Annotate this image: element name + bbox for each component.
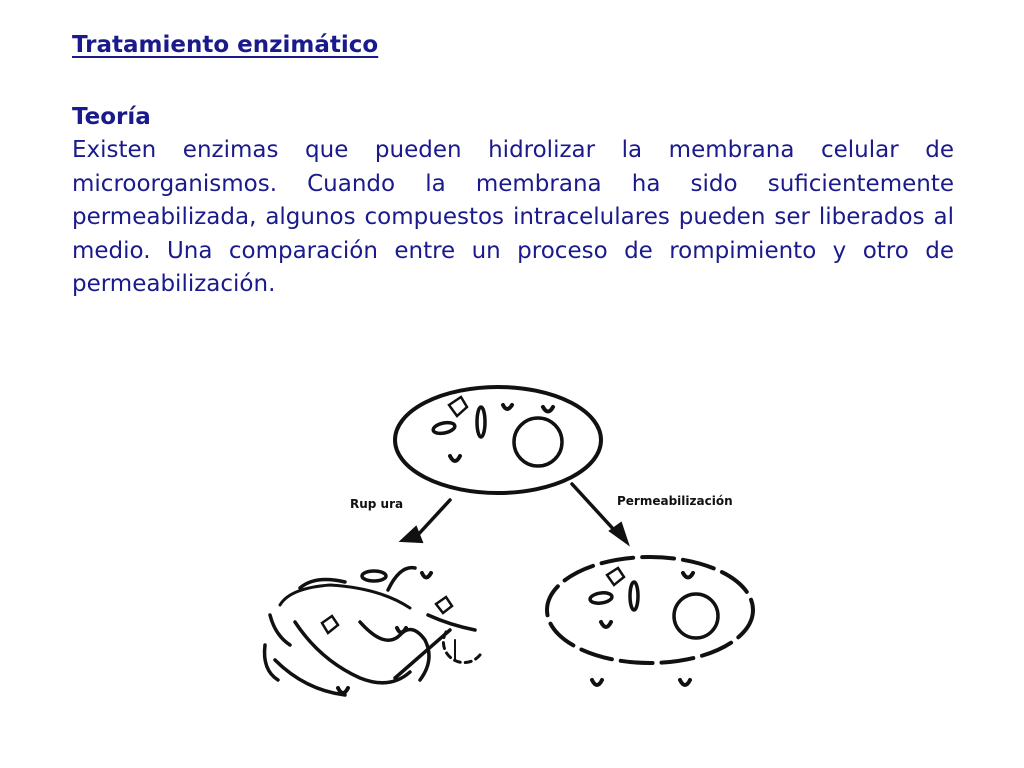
arrow-left bbox=[401, 500, 450, 542]
permeabilization-label: Permeabilización bbox=[617, 494, 733, 508]
ruptured-cell bbox=[265, 568, 482, 695]
section-heading: Teoría bbox=[72, 104, 151, 130]
intact-cell bbox=[395, 387, 601, 493]
cell-disruption-diagram bbox=[250, 360, 810, 720]
permeabilized-cell bbox=[547, 557, 753, 685]
arrow-right bbox=[572, 484, 628, 544]
body-paragraph: Existen enzimas que pueden hidrolizar la membrana celular de microorganismos. Cuando la membrana ha sido suficientemente permeabilizada, algunos compuestos intracelulares pueden ser liberados al medio. Una comparación entre un proceso de rompimiento y otro de permeabilización. bbox=[72, 137, 954, 297]
diagram-figure bbox=[250, 360, 810, 720]
rupture-label: Rup ura bbox=[350, 497, 404, 511]
slide-title: Tratamiento enzimático bbox=[72, 32, 379, 58]
